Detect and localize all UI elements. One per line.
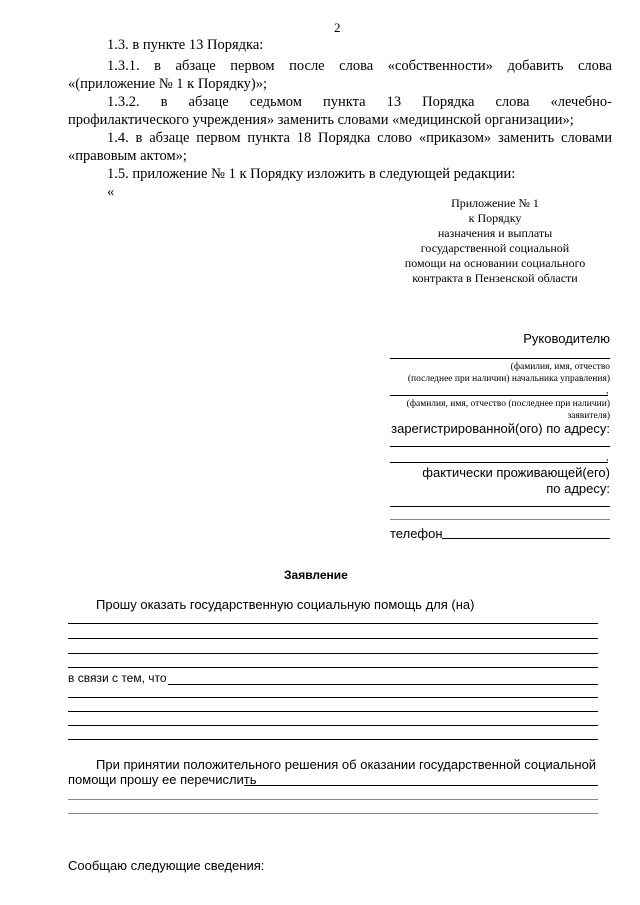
- actual-address-line-1: [390, 506, 610, 507]
- because-line-1: [168, 684, 598, 685]
- appendix-header-line-2: к Порядку: [468, 211, 522, 225]
- head-hint-2: (последнее при наличии) начальника управления): [407, 374, 610, 384]
- decision-text-line2: помощи прошу ее перечислить: [68, 772, 257, 787]
- because-line-2: [68, 697, 598, 698]
- registered-label: зарегистрированной(ого) по адресу:: [391, 421, 610, 436]
- phone-label: телефон: [390, 526, 443, 541]
- amendment-1-5: 1.5. приложение № 1 к Порядку изложить в следующей редакции:: [107, 166, 516, 182]
- at-address-label: по адресу:: [546, 481, 610, 496]
- head-name-line: [390, 358, 610, 359]
- because-line-3: [68, 711, 598, 712]
- head-hint-1: (фамилия, имя, отчество: [510, 362, 610, 372]
- because-line-5: [68, 739, 598, 740]
- request-line-4: [68, 667, 598, 668]
- registered-address-line-1: [390, 446, 610, 447]
- comma-1: ,: [606, 386, 609, 396]
- amendment-1-4-line2: «правовым актом»;: [68, 148, 187, 164]
- amendment-1-3: 1.3. в пункте 13 Порядка:: [107, 37, 264, 53]
- page-number: 2: [334, 20, 341, 35]
- applicant-hint-2: заявителя): [567, 411, 610, 421]
- because-label: в связи с тем, что: [68, 671, 167, 685]
- amendment-1-3-1-line2: «(приложение № 1 к Порядку)»;: [68, 76, 268, 92]
- amendment-1-4-line1: 1.4. в абзаце первом пункта 18 Порядка слово «приказом» заменить словами: [107, 130, 612, 146]
- open-quote: «: [107, 184, 115, 200]
- request-line-3: [68, 653, 598, 654]
- appendix-header-line-6: контракта в Пензенской области: [412, 271, 578, 285]
- decision-text-line1: При принятии положительного решения об оказании государственной социальной: [96, 757, 597, 772]
- application-title: Заявление: [284, 568, 348, 582]
- appendix-header-line-4: государственной социальной: [420, 241, 570, 255]
- decision-line-1: [244, 785, 598, 786]
- applicant-name-line: [390, 395, 608, 396]
- decision-line-2: [68, 799, 598, 800]
- applicant-hint-1: (фамилия, имя, отчество (последнее при наличии): [406, 399, 610, 409]
- info-label: Сообщаю следующие сведения:: [68, 858, 265, 873]
- registered-address-line-2: [390, 462, 608, 463]
- request-line-2: [68, 638, 598, 639]
- request-line-1: [68, 623, 598, 624]
- addressee-to: Руководителю: [523, 331, 610, 346]
- because-line-4: [68, 725, 598, 726]
- actual-address-line-2: [390, 519, 610, 520]
- actually-living-label: фактически проживающей(его): [422, 465, 610, 480]
- phone-line: [442, 538, 610, 539]
- appendix-header-line-3: назначения и выплаты: [437, 226, 553, 240]
- appendix-header-line-1: Приложение № 1: [451, 196, 539, 210]
- request-text: Прошу оказать государственную социальную помощь для (на): [96, 597, 475, 612]
- comma-2: ,: [606, 453, 609, 463]
- amendment-1-3-2-line1: 1.3.2. в абзаце седьмом пункта 13 Порядка слова «лечебно-: [107, 94, 612, 110]
- amendment-1-3-2-line2: профилактического учреждения» заменить словами «медицинской организации»;: [68, 112, 574, 128]
- amendment-1-3-1-line1: 1.3.1. в абзаце первом после слова «собственности» добавить слова: [107, 58, 612, 74]
- decision-line-3: [68, 813, 598, 814]
- appendix-header-line-5: помощи на основании социального: [404, 256, 586, 270]
